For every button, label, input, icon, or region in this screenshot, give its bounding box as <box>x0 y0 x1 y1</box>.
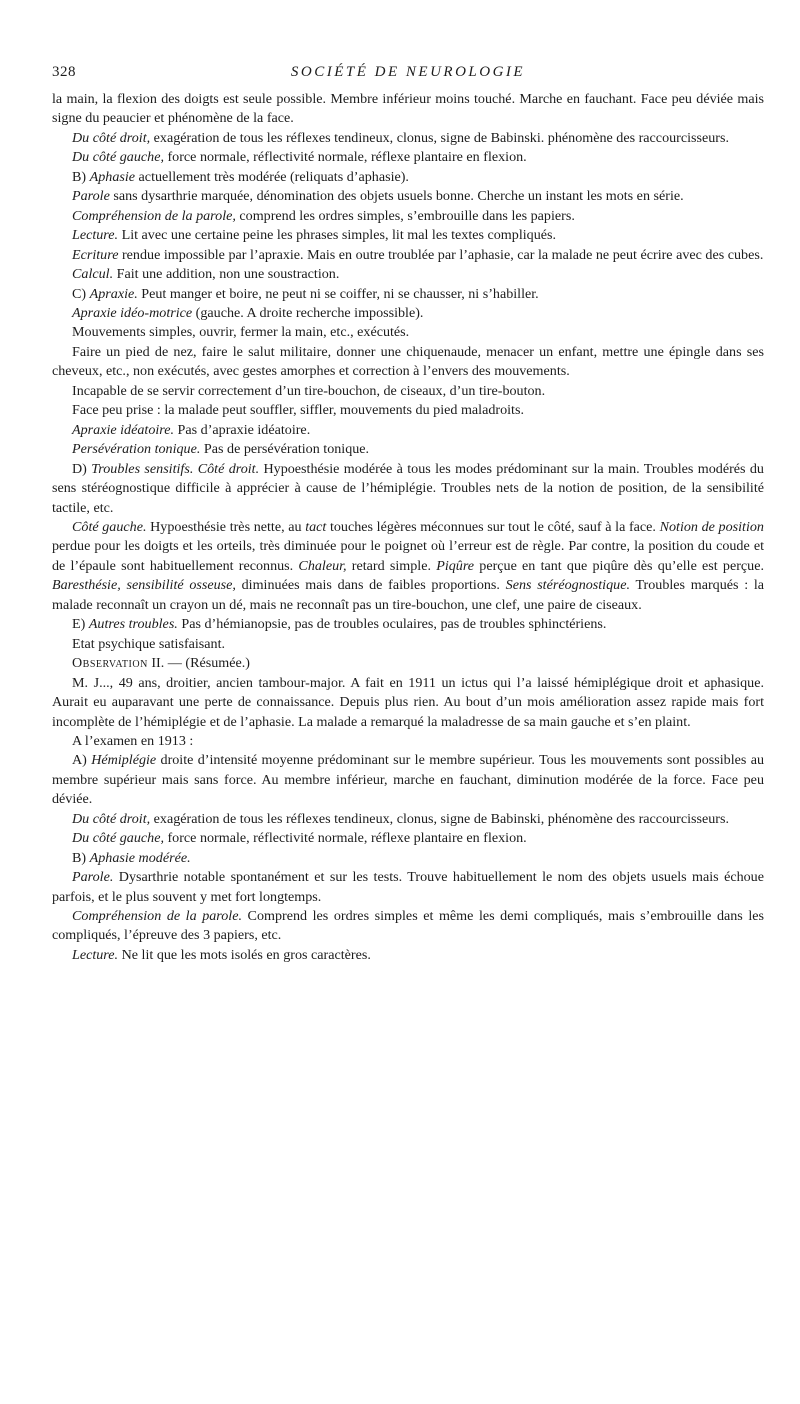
text-run: M. J..., 49 ans, droitier, ancien tambour-major. A fait en 1911 un ictus qui l’a laissé hémiplégique droit et aphasique. Aurait eu auparavant une perte de connaissance. Depuis plus rien. Au bout d’un mois amélioration assez rapide mais fort incomplète de l’hémiplégie et de l’aphasie. La malade a remarqué la maladresse de sa main gauche et s’en plaint. <box>52 674 764 730</box>
italic-text: Du côté gauche, <box>72 149 164 166</box>
text-run: Dysarthrie notable spontanément et sur les tests. Trouve habituellement le nom des objets usuels mais échoue parfois, et le plus souvent y met fort longtemps. <box>52 869 764 905</box>
italic-text: Du côté gauche, <box>72 830 164 847</box>
text-run: Faire un pied de nez, faire le salut militaire, donner une chiquenaude, menacer un enfant, mettre une épingle dans ses cheveux, etc., non exécutés, avec gestes amorphes et correction à l’envers des mouvements. <box>52 343 764 380</box>
paragraph <box>52 265 764 284</box>
italic-text: Parole <box>72 188 110 205</box>
italic-text: Aphasie modérée. <box>89 849 191 866</box>
paragraph <box>52 226 764 245</box>
italic-text: Chaleur, <box>298 557 347 574</box>
text-run: Pas d’hémianopsie, pas de troubles oculaires, pas de troubles sphinctériens. <box>177 616 607 633</box>
text-run: Face peu prise : la malade peut souffler, siffler, mouvements du pied maladroits. <box>72 402 524 419</box>
paragraph <box>52 187 764 206</box>
paragraph <box>52 635 764 654</box>
text-run: force normale, réflectivité normale, réflexe plantaire en flexion. <box>163 149 527 166</box>
italic-text: tact <box>305 518 327 535</box>
italic-text: Baresthésie, sensibilité osseuse, <box>52 577 236 594</box>
paragraph <box>52 246 764 265</box>
text-run: perçue en tant que piqûre dès qu’elle est perçue. <box>474 557 764 574</box>
text-run: Fait une addition, non une soustraction. <box>113 266 340 283</box>
italic-text: Ecriture <box>72 246 119 263</box>
text-run: comprend les ordres simples, s’embrouille dans les papiers. <box>235 207 575 224</box>
paragraph <box>52 732 764 751</box>
paragraph <box>52 829 764 848</box>
text-run: Mouvements simples, ouvrir, fermer la main, etc., exécutés. <box>72 324 410 341</box>
paragraph <box>52 343 764 382</box>
text-run: Ne lit que les mots isolés en gros caractères. <box>118 946 371 963</box>
paragraph <box>52 654 764 673</box>
italic-text: Du côté droit, <box>72 129 151 146</box>
italic-text: Persévération tonique. <box>72 441 201 458</box>
text-run: Pas de persévération tonique. <box>200 441 370 458</box>
paragraph <box>52 207 764 226</box>
paragraph <box>52 751 764 809</box>
text-run: force normale, réflectivité normale, réflexe plantaire en flexion. <box>163 830 527 847</box>
paragraph <box>52 907 764 946</box>
italic-text: Hémiplégie <box>91 752 157 769</box>
italic-text: Apraxie idéo-motrice <box>72 304 193 321</box>
paragraph <box>52 421 764 440</box>
text-run: E) <box>72 616 89 633</box>
text-run: D) <box>72 460 92 477</box>
text-run: Etat psychique satisfaisant. <box>72 635 226 652</box>
paragraph <box>52 129 764 148</box>
paragraph <box>52 304 764 323</box>
italic-text: Compréhension de la parole, <box>72 207 236 224</box>
italic-text: Lecture. <box>72 946 119 963</box>
text-run: droite d’intensité moyenne prédominant sur le membre supérieur. Tous les mouvements sont possibles au membre supérieur mais sans force. Au membre inférieur, marche en fauchant, diminution modérée de la force. Face peu déviée. <box>52 752 764 808</box>
page-header <box>52 64 764 86</box>
paragraph <box>52 323 764 342</box>
text-run: Comprend les ordres simples et même les demi compliqués, mais s’embrouille dans les compliqués, l’épreuve des 3 papiers, etc. <box>52 908 764 944</box>
text-run: (gauche. A droite recherche impossible). <box>192 304 424 321</box>
text-run: actuellement très modérée (reliquats d’aphasie). <box>135 168 409 185</box>
text-run: retard simple. <box>346 557 437 574</box>
body-text <box>52 90 764 965</box>
paragraph <box>52 946 764 965</box>
italic-text: Autres troubles. <box>88 616 178 633</box>
italic-text: Compréhension de la parole. <box>72 908 242 925</box>
text-run: perdue pour les doigts et les orteils, très diminuée pour le poignet où l’erreur est de règle. Par contre, la position du coude et de l’épaule sont habituellement reconnus. <box>52 538 764 574</box>
italic-text: Parole. <box>72 869 114 886</box>
italic-text: Aphasie <box>89 168 136 185</box>
text-run: diminuées mais dans de faibles proportions. <box>235 577 506 594</box>
running-head: SOCIÉTÉ DE NEUROLOGIE <box>290 64 526 80</box>
text-run: sans dysarthrie marquée, dénomination des objets usuels bonne. Cherche un instant les mots en série. <box>109 188 684 205</box>
text-run: Peut manger et boire, ne peut ni se coiffer, ni se chausser, ni s’habiller. <box>137 285 539 302</box>
paragraph <box>52 148 764 167</box>
page-number: 328 <box>52 64 76 80</box>
text-run: exagération de tous les réflexes tendineux, clonus, signe de Babinski. phénomène des raccourcisseurs. <box>150 129 729 146</box>
text-run: Lit avec une certaine peine les phrases simples, lit mal les textes compliqués. <box>118 227 557 244</box>
paragraph <box>52 90 764 129</box>
paragraph <box>52 460 764 518</box>
paragraph <box>52 810 764 829</box>
paragraph <box>52 401 764 420</box>
text-run: Incapable de se servir correctement d’un tire-bouchon, de ciseaux, d’un tire-bouton. <box>72 382 546 399</box>
paragraph <box>52 518 764 615</box>
text-run: Hypoesthésie très nette, au <box>146 518 306 535</box>
text-run: A l’examen en 1913 : <box>72 732 194 749</box>
text-run: touches légères méconnues sur tout le côté, sauf à la face. <box>326 518 660 535</box>
italic-text: Piqûre <box>436 557 475 574</box>
text-run: la main, la flexion des doigts est seule possible. Membre inférieur moins touché. Marche en fauchant. Face peu déviée mais signe du peaucier et phénomène de la face. <box>52 91 764 127</box>
text-run: C) <box>72 285 90 302</box>
text-run: A) <box>72 752 92 769</box>
italic-text: Apraxie idéatoire. <box>72 421 175 438</box>
text-run: Hypoesthésie modérée à tous les modes prédominant sur la main. Troubles modérés du sens stéréognostique difficile à apprécier à cause de l’hémiplégie. Troubles nets de la notion de position, de la sensibilité tactile, etc. <box>52 460 764 516</box>
italic-text: Notion de position <box>659 518 764 535</box>
text-run: B) <box>72 849 90 866</box>
text-run: rendue impossible par l’apraxie. Mais en outre troublée par l’aphasie, car la malade ne peut écrire avec des cubes. <box>118 246 764 263</box>
text-run: B) <box>72 168 90 185</box>
italic-text: Côté gauche. <box>72 518 147 535</box>
italic-text: Sens stéréognostique. <box>505 577 630 594</box>
paragraph <box>52 868 764 907</box>
italic-text: Apraxie. <box>89 285 138 302</box>
text-run: exagération de tous les réflexes tendineux, clonus, signe de Babinski, phénomène des raccourcisseurs. <box>150 810 729 827</box>
italic-text: Du côté droit, <box>72 810 151 827</box>
italic-text: Troubles sensitifs. Côté droit. <box>91 460 260 477</box>
small-caps-text: Observation <box>72 655 148 672</box>
paragraph <box>52 674 764 732</box>
text-run: II. — (Résumée.) <box>147 655 250 672</box>
italic-text: Calcul. <box>72 266 114 283</box>
paragraph <box>52 615 764 634</box>
paragraph <box>52 849 764 868</box>
paragraph <box>52 440 764 459</box>
paragraph <box>52 382 764 401</box>
italic-text: Lecture. <box>72 227 119 244</box>
text-run: Troubles marqués : la malade reconnaît un crayon un dé, mais ne reconnaît pas un tire-bouchon, une clef, une paire de ciseaux. <box>52 577 764 613</box>
paragraph <box>52 168 764 187</box>
paragraph <box>52 285 764 304</box>
text-run: Pas d’apraxie idéatoire. <box>174 421 311 438</box>
